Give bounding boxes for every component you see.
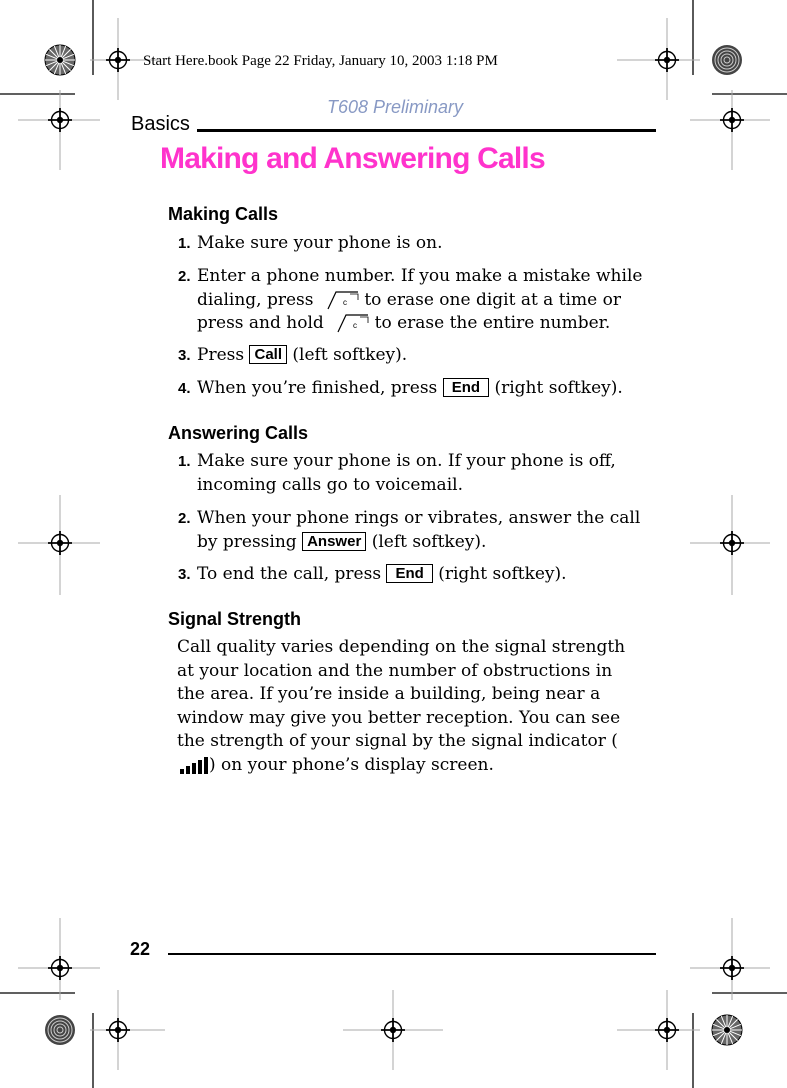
making-step-4-text <box>197 377 647 401</box>
book-info-line: Start Here.book Page 22 Friday, January 10, 2003 1:18 PM <box>143 53 498 69</box>
clear-key-label: c <box>353 321 358 330</box>
answering-step-1-number: 1. <box>178 453 191 470</box>
answering-step-2-text <box>197 507 647 554</box>
clear-key-label: c <box>342 297 347 307</box>
answer-key: Answer <box>302 532 366 551</box>
making-step-2-part-b: to erase one digit at a time or press and hold <box>197 289 621 333</box>
making-step-4-part-b: (right softkey). <box>494 378 623 398</box>
answering-step-2-number: 2. <box>178 510 191 527</box>
clear-key-icon <box>319 290 359 310</box>
making-step-2-part-c: to erase the entire number. <box>374 313 611 333</box>
answering-step-3-number: 3. <box>178 566 191 583</box>
making-step-2-text <box>197 265 647 336</box>
footer-rule <box>168 953 656 955</box>
making-step-3-number: 3. <box>178 347 191 364</box>
answering-step-2-part-b: (left softkey). <box>371 531 487 552</box>
header-rule <box>197 129 656 132</box>
answering-step-3-text <box>197 563 647 587</box>
making-step-3-part-b: (left softkey). <box>292 345 408 365</box>
answering-step-3-part-a: To end the call, press <box>197 564 382 584</box>
signal-strength-heading: Signal Strength <box>168 609 302 629</box>
answering-step-2-part-a: When your phone rings or vibrates, answer the call by pressing <box>197 508 641 552</box>
call-key: Call <box>249 345 287 364</box>
end-key: End <box>443 378 489 397</box>
making-step-1-number: 1. <box>178 235 191 252</box>
answering-step-3-part-b: (right softkey). <box>438 564 567 584</box>
making-step-2-number: 2. <box>178 268 191 285</box>
clear-key-icon <box>329 313 369 333</box>
page-number: 22 <box>130 939 151 959</box>
page-title: Making and Answering Calls <box>160 142 545 175</box>
end-key: End <box>386 564 432 583</box>
making-step-3-text <box>197 344 647 368</box>
making-calls-heading: Making Calls <box>168 204 279 224</box>
signal-text-part-a: Call quality varies depending on the signal strength at your location and the number of obstructions in the area. If you’re inside a building, being near a window may give you better reception. You can see the strength of your signal by the signal indicator ( <box>177 637 626 751</box>
making-step-3-part-a: Press <box>197 345 245 365</box>
answering-calls-heading: Answering Calls <box>168 423 309 443</box>
signal-strength-icon <box>177 755 209 775</box>
signal-strength-paragraph <box>177 636 637 777</box>
answering-step-1-text: Make sure your phone is on. If your phone is off, incoming calls go to voicemail. <box>197 451 616 495</box>
section-name: Basics <box>131 113 190 135</box>
making-step-2-part-a: Enter a phone number. If you make a mistake while dialing, press <box>197 266 643 310</box>
making-step-1-text: Make sure your phone is on. <box>197 233 443 253</box>
signal-text-part-b: ) on your phone’s display screen. <box>209 754 494 775</box>
making-step-4-number: 4. <box>178 380 191 397</box>
preliminary-watermark: T608 Preliminary <box>327 97 464 117</box>
making-step-4-part-a: When you’re finished, press <box>197 378 438 398</box>
